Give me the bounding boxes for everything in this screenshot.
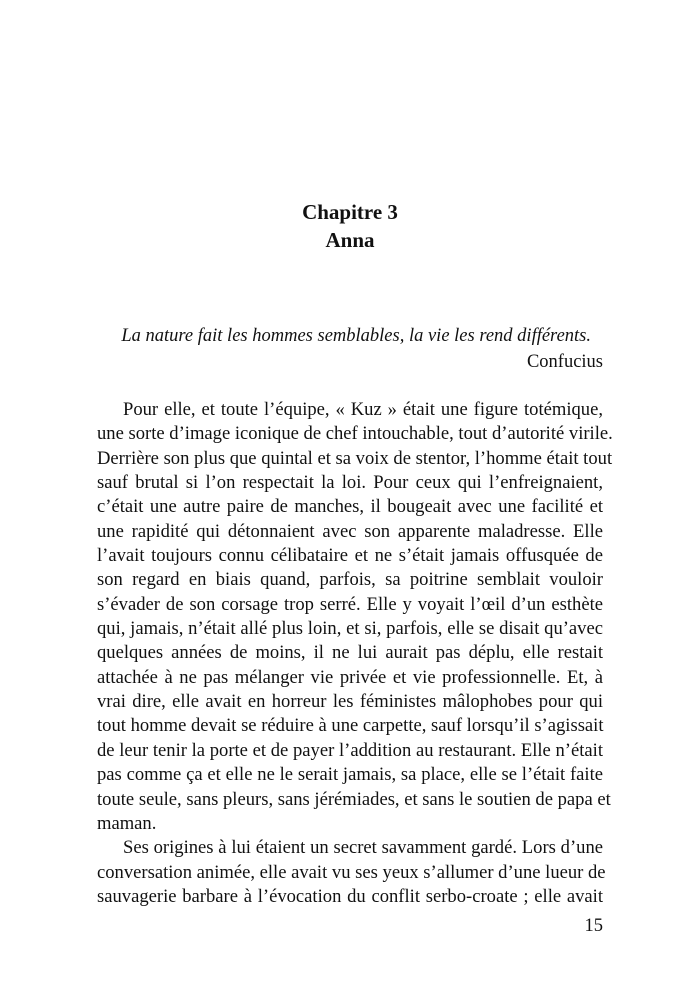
text-line: sauvagerie barbare à l’évocation du conflit serbo-croate ; elle avait bbox=[97, 885, 603, 907]
text-line: pas comme ça et elle ne le serait jamais, sa place, elle se l’était faite bbox=[97, 764, 603, 786]
text-line: Ses origines à lui étaient un secret savamment gardé. Lors d’une bbox=[123, 837, 603, 859]
chapter-number: Chapitre 3 bbox=[302, 200, 398, 224]
text-line: maman. bbox=[97, 812, 157, 834]
epigraph-quote: La nature fait les hommes semblables, la vie les rend différents. bbox=[121, 326, 591, 346]
text-line: son regard en biais quand, parfois, sa poitrine semblait vouloir bbox=[97, 569, 603, 591]
text-line: s’évader de son corsage trop serré. Elle y voyait l’œil d’un esthète bbox=[97, 593, 603, 615]
text-line: sauf brutal si l’on respectait la loi. Pour ceux qui l’enfreignaient, bbox=[97, 472, 603, 494]
text-line: attachée à ne pas mélanger vie privée et vie professionnelle. Et, à bbox=[97, 666, 603, 688]
text-line: vrai dire, elle avait en horreur les féministes mâlophobes pour qui bbox=[97, 691, 603, 713]
text-line: une rapidité qui détonnaient avec son apparente maladresse. Elle bbox=[97, 520, 603, 542]
body-text bbox=[97, 398, 613, 909]
text-line: une sorte d’image iconique de chef intouchable, tout d’autorité virile. bbox=[97, 423, 613, 445]
text-line: Pour elle, et toute l’équipe, « Kuz » était une figure totémique, bbox=[123, 399, 603, 420]
text-line: conversation animée, elle avait vu ses yeux s’allumer d’une lueur de bbox=[97, 861, 606, 883]
paragraph bbox=[97, 836, 606, 909]
text-line: qui, jamais, n’était allé plus loin, et si, parfois, elle se disait qu’avec bbox=[97, 618, 603, 640]
chapter-title: Anna bbox=[325, 228, 375, 252]
text-line: de leur tenir la porte et de payer l’addition au restaurant. Elle n’était bbox=[97, 739, 603, 761]
page-number: 15 bbox=[584, 916, 603, 936]
paragraph bbox=[97, 398, 613, 836]
text-line: toute seule, sans pleurs, sans jérémiades, et sans le soutien de papa et bbox=[97, 788, 611, 810]
epigraph-author: Confucius bbox=[526, 352, 603, 372]
text-line: tout homme devait se réduire à une carpette, sauf lorsqu’il s’agissait bbox=[97, 715, 604, 737]
text-line: l’avait toujours connu célibataire et ne s’était jamais offusquée de bbox=[97, 545, 603, 567]
text-line: quelques années de moins, il ne lui aurait pas déplu, elle restait bbox=[97, 642, 603, 664]
text-line: Derrière son plus que quintal et sa voix de stentor, l’homme était tout bbox=[97, 447, 613, 469]
text-line: c’était une autre paire de manches, il bougeait avec une facilité et bbox=[97, 496, 603, 518]
